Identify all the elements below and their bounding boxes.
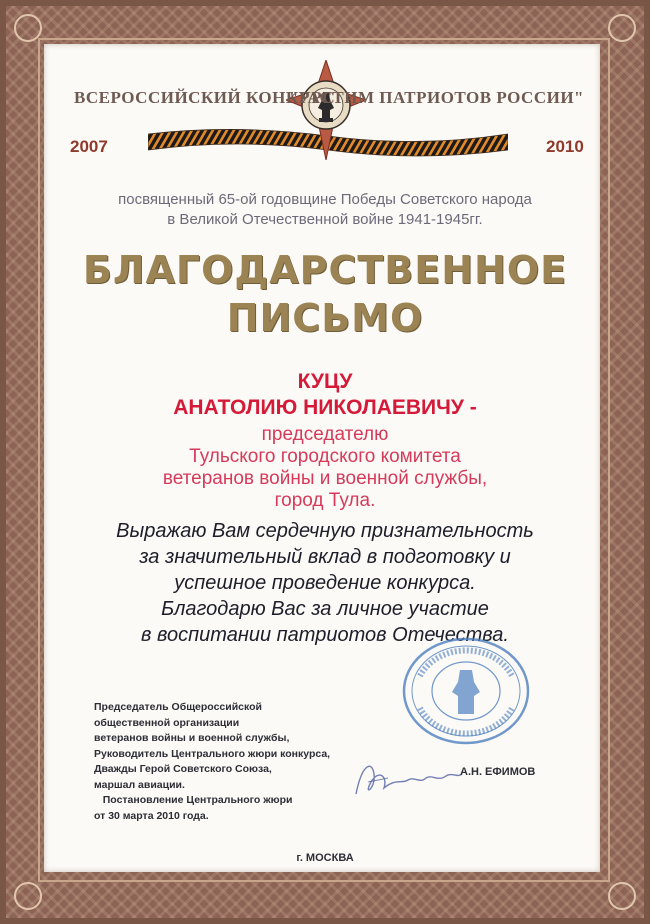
signatory-line: общественной организации <box>94 716 240 729</box>
contest-name-right: "РАСТИМ ПАТРИОТОВ РОССИИ" <box>289 88 584 107</box>
handwritten-signature <box>348 754 468 804</box>
message-line: в воспитании патриотов Отечества. <box>141 624 509 646</box>
signatory-line: маршал авиации. <box>94 778 185 791</box>
dedication-line: посвященный 65-ой годовщине Победы Советского народа <box>118 191 532 208</box>
contest-name-left: ВСЕРОССИЙСКИЙ КОНКУРС <box>74 88 336 107</box>
issue-city: г. МОСКВА <box>296 852 354 864</box>
year-start: 2007 <box>70 137 108 156</box>
veterans-emblem-icon <box>286 60 366 160</box>
recipient-position-line: председателю <box>261 424 389 445</box>
signatory-block <box>94 700 344 824</box>
official-seal-icon <box>400 636 532 746</box>
recipient-position-line: город Тула. <box>274 490 376 511</box>
recipient-position-line: Тульского городского комитета <box>189 446 461 467</box>
signatory-line: Постановление Центрального жюри <box>94 794 293 806</box>
signatory-line: от 30 марта 2010 года. <box>94 809 209 822</box>
page-title-line2: ПИСЬМО <box>226 296 424 340</box>
year-end: 2010 <box>546 137 584 156</box>
dedication-line: в Великой Отечественной войне 1941-1945гг. <box>167 211 483 228</box>
corner-ornament-icon <box>14 14 42 42</box>
signatory-line: ветеранов войны и военной службы, <box>94 732 290 744</box>
recipient-name: АНАТОЛИЮ НИКОЛАЕВИЧУ - <box>173 396 477 419</box>
dedication <box>70 190 580 230</box>
corner-ornament-icon <box>608 882 636 910</box>
message-line: Благодарю Вас за личное участие <box>161 598 489 620</box>
signer-name: А.Н. ЕФИМОВ <box>460 766 536 778</box>
recipient-surname: КУЦУ <box>297 370 353 393</box>
signatory-line: Дважды Герой Советского Союза, <box>94 763 272 775</box>
recipient-position-line: ветеранов войны и военной службы, <box>162 468 488 489</box>
signatory-line: Председатель Общероссийской <box>94 701 262 713</box>
corner-ornament-icon <box>14 882 42 910</box>
page-title: БЛАГОДАРСТВЕННОЕ <box>82 248 568 292</box>
message-line: успешное проведение конкурса. <box>174 572 476 594</box>
signatory-line: Руководитель Центрального жюри конкурса, <box>94 747 331 760</box>
message-line: Выражаю Вам сердечную признательность <box>116 520 534 542</box>
message-line: за значительный вклад в подготовку и <box>139 546 511 568</box>
corner-ornament-icon <box>608 14 636 42</box>
